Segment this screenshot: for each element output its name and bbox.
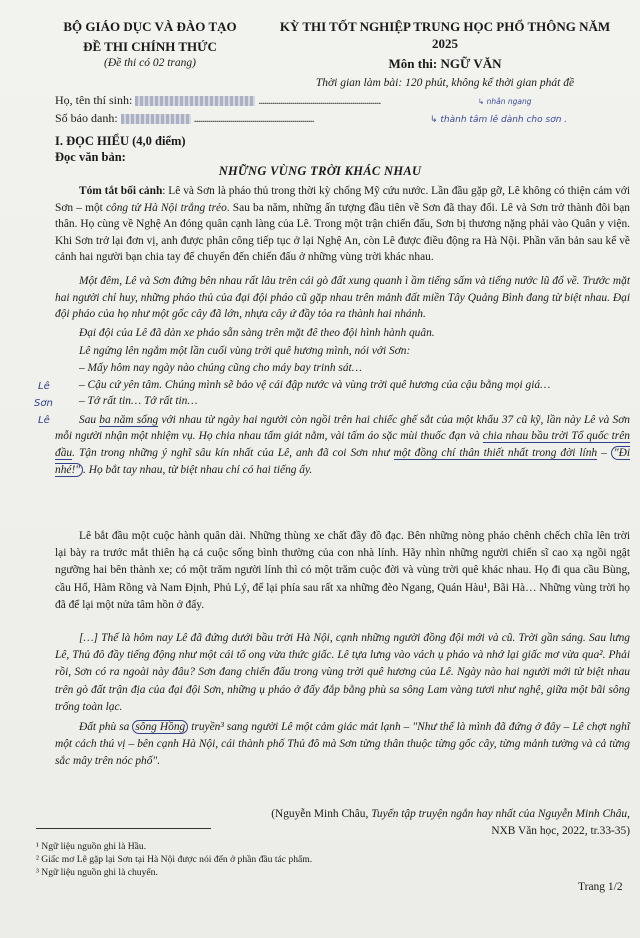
subject: Môn thi: NGỮ VĂN	[388, 56, 502, 71]
p4-e: . Họ bắt tay nhau, từ biệt nhau chỉ có hai tiếng ấy.	[83, 463, 313, 476]
summary-text-b: . Sau ba năm, những ấn tượng đầu tiên về Sơn đã thay đổi. Lê và Sơn trở thành đôi bạn thân. Họ cùng về Nghệ An đóng quân cạnh làng của Lê. Trong một trận chiến đấu, Sơn bị thương nặng phải vào Quân y viện. Khi Sơn trở lại đơn vị, anh được phân công tiếp tục ở lại Nghệ An, còn Lê được điều động ra Hà Nội. Phần văn bản sau kể về cảnh hai người bạn chia tay để chuyển đến chiến đấu ở những vùng trời khác nhau.	[55, 201, 631, 264]
passage-title: NHỮNG VÙNG TRỜI KHÁC NHAU	[218, 164, 422, 178]
section-heading	[55, 133, 186, 165]
section-title: I. ĐỌC HIỂU (4,0 điểm)	[55, 134, 186, 148]
margin-note-le-1: Lê	[38, 381, 50, 392]
header-right	[270, 18, 620, 91]
underline-ba-nam-song: ba năm sống	[99, 413, 159, 426]
time-limit: Thời gian làm bài: 120 phút, không kể thời gian phát đề	[315, 77, 575, 89]
candidate-name-field	[55, 92, 380, 109]
paragraph-5: Lê bắt đầu một cuộc hành quân dài. Những thùng xe chất đầy đồ đạc. Bên những nòng pháo chênh chếch chĩa lên trời lại bày ra trước mắt thiên hạ cả cuộc sống bình thường của con nhà lính. Hãy nhìn những người chiến sĩ cao xạ ngồi ngật ngưỡng hai bên thành xe; có một trăm người lính thì có một trăm cuộc đời và vùng trời quê khác nhau. Họ đi qua cầu Bùng, cầu Hổ, Hàm Rồng và Nam Định, Phủ Lý, để lại phía sau rất xa những đèo Ngang, Quán Hàu¹, Bãi Hà… Những vùng trời họ đã để lại một nửa tâm hồn ở đấy.	[55, 530, 630, 611]
paragraph-4	[55, 412, 630, 478]
redacted-name	[135, 96, 255, 106]
p7-b: truyền³ sang người Lê một cảm giác mát lạnh – "Như thể là mình đã đứng ở đây – Lê chợt nghĩ một cách thú vị – bên cạnh Hà Nội, cái thành phố Thủ đô mà Sơn từng thân thuộc từng gốc cây, từng mảnh tường và cả từng sắc mây trên nóc phố".	[55, 721, 630, 768]
summary-paragraph	[55, 183, 630, 266]
circled-song-hong: sông Hồng	[132, 720, 188, 734]
margin-note-son: Sơn	[34, 398, 53, 409]
dialogue-3: – Tớ rất tin… Tớ rất tin…	[79, 395, 198, 408]
official-label: ĐỀ THI CHÍNH THỨC	[83, 39, 217, 54]
exam-title: KỲ THI TỐT NGHIỆP TRUNG HỌC PHỔ THÔNG NĂM 2025	[279, 19, 611, 51]
footnote-1: ¹ Ngữ liệu nguồn ghi là Hầu.	[36, 841, 147, 852]
footnote-rule	[36, 828, 211, 829]
summary-label: Tóm tắt bối cảnh	[79, 185, 163, 197]
paragraph-1: Một đêm, Lê và Sơn đứng bên nhau rất lâu trên cái gò đất xung quanh ì ầm tiếng sấm và tiếng nước lũ đổ về. Trước mặt hai người chỉ huy, những pháo thủ của đại đội pháo cũ gặp nhau trên mảnh đất miền Tây Quảng Bình đang từ biệt nhau. Đại đội pháo của họ như một gốc cây đã lớn, nhựa cây ứ đầy tỏa ra thành hai nhánh.	[55, 275, 630, 321]
citation-author: (Nguyễn Minh Châu,	[271, 808, 372, 820]
citation-book: Tuyển tập truyện ngắn hay nhất của Nguyễn Minh Châu	[371, 808, 628, 820]
id-dots: ............................................................	[193, 111, 314, 125]
summary-text-italic: công tử Hà Nội trắng trẻo	[105, 201, 227, 214]
page-number: Trang 1/2	[578, 881, 623, 893]
paragraph-6-7-block	[55, 630, 630, 771]
citation-line-1	[170, 806, 630, 823]
underline-dong-chi: một đồng chí thân thiết nhất trong đời lính	[393, 446, 598, 459]
paragraph-5-block	[55, 528, 630, 614]
p4-c: . Tận trong những ý nghĩ sâu kín nhất của Lê, anh đã coi Sơn như	[72, 446, 394, 459]
paragraph-6: […] Thế là hôm nay Lê đã đứng dưới bầu trời Hà Nội, cạnh những người đồng đội mới và cũ. Trời gần sáng. Sau lưng Lê, Thủ đô đầy tiếng động như một cái tổ ong vừa thức giấc. Lê tựa lưng vào vách ụ pháo và nhớ lại giấc mơ vừa qua². Phải rồi, Sơn có ra ngoài này đâu? Sơn đang chiến đấu trong vùng trời quê hương của Lê. Ngày nào hai người mới từ biệt nhau trên gò đất trận địa của đại đội Sơn, những ụ pháo ở đấy đắp bằng phù sa sông Lam vàng tươi như nghệ, giữa một bãi sông trống toàn lạc.	[55, 632, 630, 713]
section-sub: Đọc văn bản:	[55, 150, 126, 164]
handwritten-note-2: ↳ thành tâm lê dành cho sơn .	[430, 115, 568, 125]
header-left	[40, 18, 260, 70]
summary-text-a: : Lê và Sơn là pháo thủ trong thời kỳ chống Mỹ cứu nước. Lần đầu gặp gỡ, Lê không có thiện cảm với Sơn – một	[55, 185, 630, 214]
underline-chia-nhau: chia nhau bầu trời Tổ quốc trên đầu	[55, 430, 630, 459]
footnote-2: ² Giấc mơ Lê gặp lại Sơn tại Hà Nội được nói đến ở phần đầu tác phẩm.	[36, 854, 313, 865]
handwritten-note-1: ↳ nhân ngang	[478, 97, 532, 106]
p7-a: Đất phù sa	[79, 721, 133, 734]
margin-note-le-2: Lê	[38, 415, 50, 426]
id-label: Số báo danh:	[55, 111, 118, 125]
paragraph-3: Lê ngửng lên ngắm một lần cuối vùng trời quê hương mình, nói với Sơn:	[79, 345, 411, 358]
name-label: Họ, tên thí sinh:	[55, 93, 133, 107]
dialogue-2: – Cậu cứ yên tâm. Chúng mình sẽ bảo vệ cái đập nước và vùng trời quê hương của cậu bằng mọi giá…	[79, 378, 551, 391]
footnote-3: ³ Ngữ liệu nguồn ghi là chuyển.	[36, 867, 158, 878]
pages-note: (Đề thi có 02 trang)	[104, 57, 196, 69]
citation-line-2: NXB Văn học, 2022, tr.33-35)	[491, 825, 630, 837]
p4-d: –	[597, 446, 611, 459]
candidate-id-field	[55, 110, 314, 127]
ministry-name: BỘ GIÁO DỤC VÀ ĐÀO TẠO	[63, 19, 237, 34]
redacted-id	[121, 114, 191, 124]
dialogue-1: – Mấy hôm nay ngày nào chúng cũng cho máy bay trinh sát…	[79, 361, 362, 374]
name-dots: .............................................................	[258, 93, 381, 107]
paragraph-7	[55, 719, 630, 771]
paragraph-2: Đại đội của Lê đã dàn xe pháo sẵn sàng trên mặt đê theo đội hình hành quân.	[79, 326, 435, 339]
citation	[170, 806, 630, 823]
citation-comma: ,	[627, 808, 630, 820]
passage-body	[55, 273, 630, 478]
circled-di-nhe: "Đi nhé!"	[55, 446, 630, 476]
p4-a: Sau	[79, 413, 100, 426]
p4-b: với nhau từ ngày hai người còn ngồi trên hai chiếc ghế sắt của một khẩu 37 cũ kỹ, lần này Lê và Sơn mỗi người nhận một nhiệm vụ. Họ chia nhau tấm giát nằm, vài tấm áo sặc mùi thuốc đạn và	[55, 413, 630, 443]
